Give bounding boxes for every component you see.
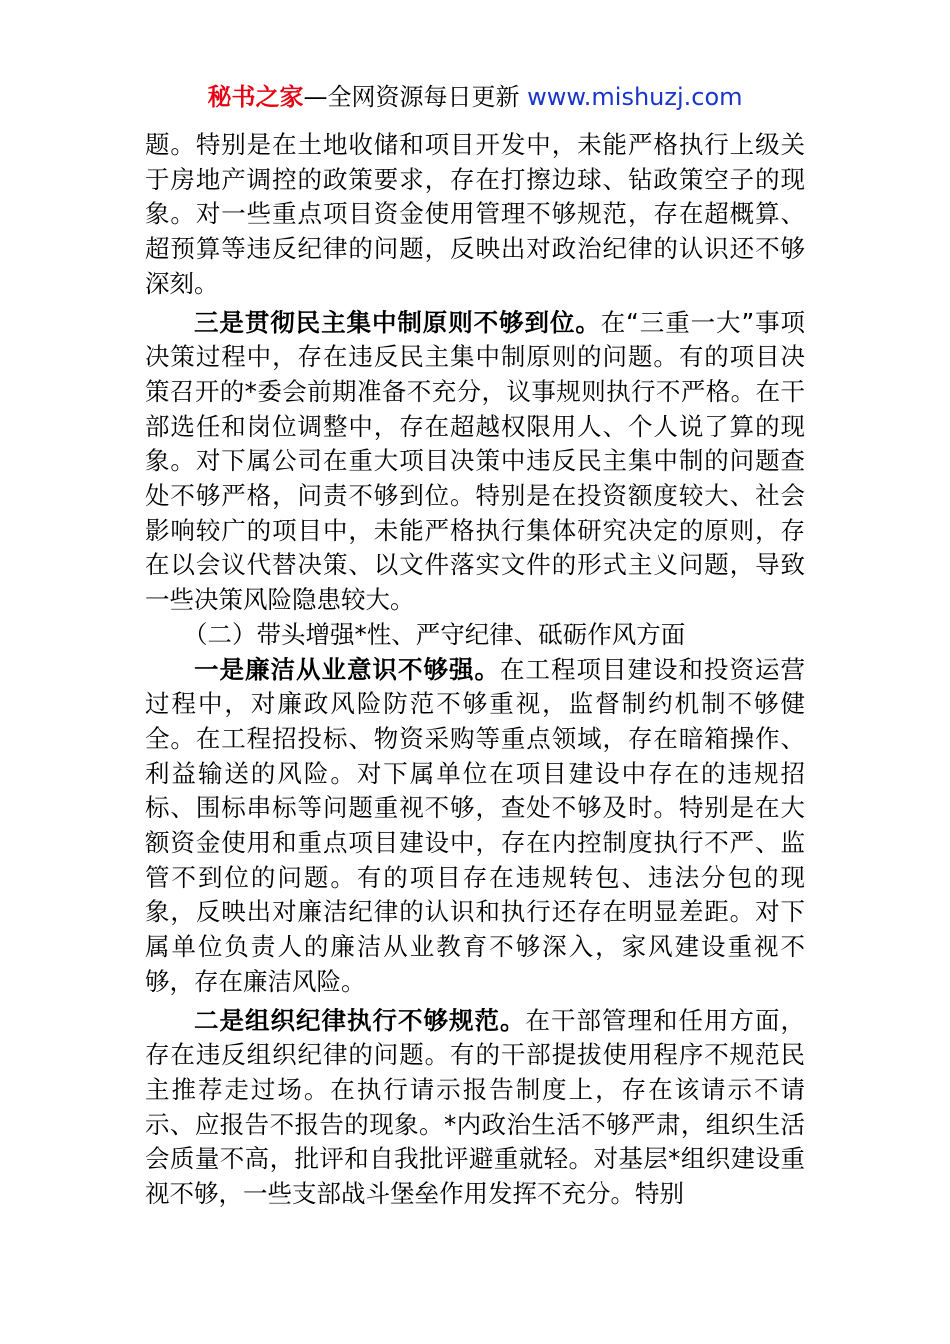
site-brand: 秘书之家 (207, 83, 304, 111)
paragraph-organizational-discipline (145, 1004, 805, 1212)
site-header (0, 80, 950, 114)
site-url[interactable]: www.mishuzj.com (527, 83, 743, 111)
site-tagline: —全网资源每日更新 (303, 83, 528, 111)
paragraph-integrity (145, 653, 805, 1000)
document-body (145, 128, 805, 1212)
paragraph-text: 题。特别是在土地收储和项目开发中，未能严格执行上级关于房地产调控的政策要求，存在打擦边球、钻政策空子的现象。对一些重点项目资金使用管理不够规范，存在超概算、超预算等违反纪律的问题，反映出对政治纪律的认识还不够深刻。 (145, 130, 805, 298)
paragraph-democratic-centralism (145, 306, 805, 618)
paragraph-text: 在“三重一大”事项决策过程中，存在违反民主集中制原则的问题。有的项目决策召开的*委会前期准备不充分，议事规则执行不严格。在干部选任和岗位调整中，存在超越权限用人、个人说了算的现象。对下属公司在重大项目决策中违反民主集中制的问题查处不够严格，问责不够到位。特别是在投资额度较大、社会影响较广的项目中，未能严格执行集体研究决定的原则，存在以会议代替决策、以文件落实文件的形式主义问题，导致一些决策风险隐患较大。 (145, 307, 806, 615)
section-subheading (145, 618, 805, 653)
paragraph-lead: 二是组织纪律执行不够规范。 (194, 1005, 526, 1035)
paragraph-text: 在工程项目建设和投资运营过程中，对廉政风险防范不够重视，监督制约机制不够健全。在工程招投标、物资采购等重点领域，存在暗箱操作、利益输送的风险。对下属单位在项目建设中存在的违规招标、围标串标等问题重视不够，查处不够及时。特别是在大额资金使用和重点项目建设中，存在内控制度执行不严、监管不到位的问题。有的项目存在违规转包、违法分包的现象，反映出对廉洁纪律的认识和执行还存在明显差距。对下属单位负责人的廉洁从业教育不够深入，家风建设重视不够，存在廉洁风险。 (145, 654, 805, 996)
paragraph-lead: 一是廉洁从业意识不够强。 (194, 654, 500, 684)
paragraph-lead: 三是贯彻民主集中制原则不够到位。 (194, 307, 601, 337)
paragraph-continuation (145, 128, 805, 302)
subheading-text: （二）带头增强*性、严守纪律、砥砺作风方面 (182, 619, 686, 649)
paragraph-text: 在干部管理和任用方面，存在违反组织纪律的问题。有的干部提拔使用程序不规范民主推荐走过场。在执行请示报告制度上，存在该请示不请示、应报告不报告的现象。*内政治生活不够严肃，组织生活会质量不高，批评和自我批评避重就轻。对基层*组织建设重视不够，一些支部战斗堡垒作用发挥不充分。特别 (145, 1005, 805, 1209)
